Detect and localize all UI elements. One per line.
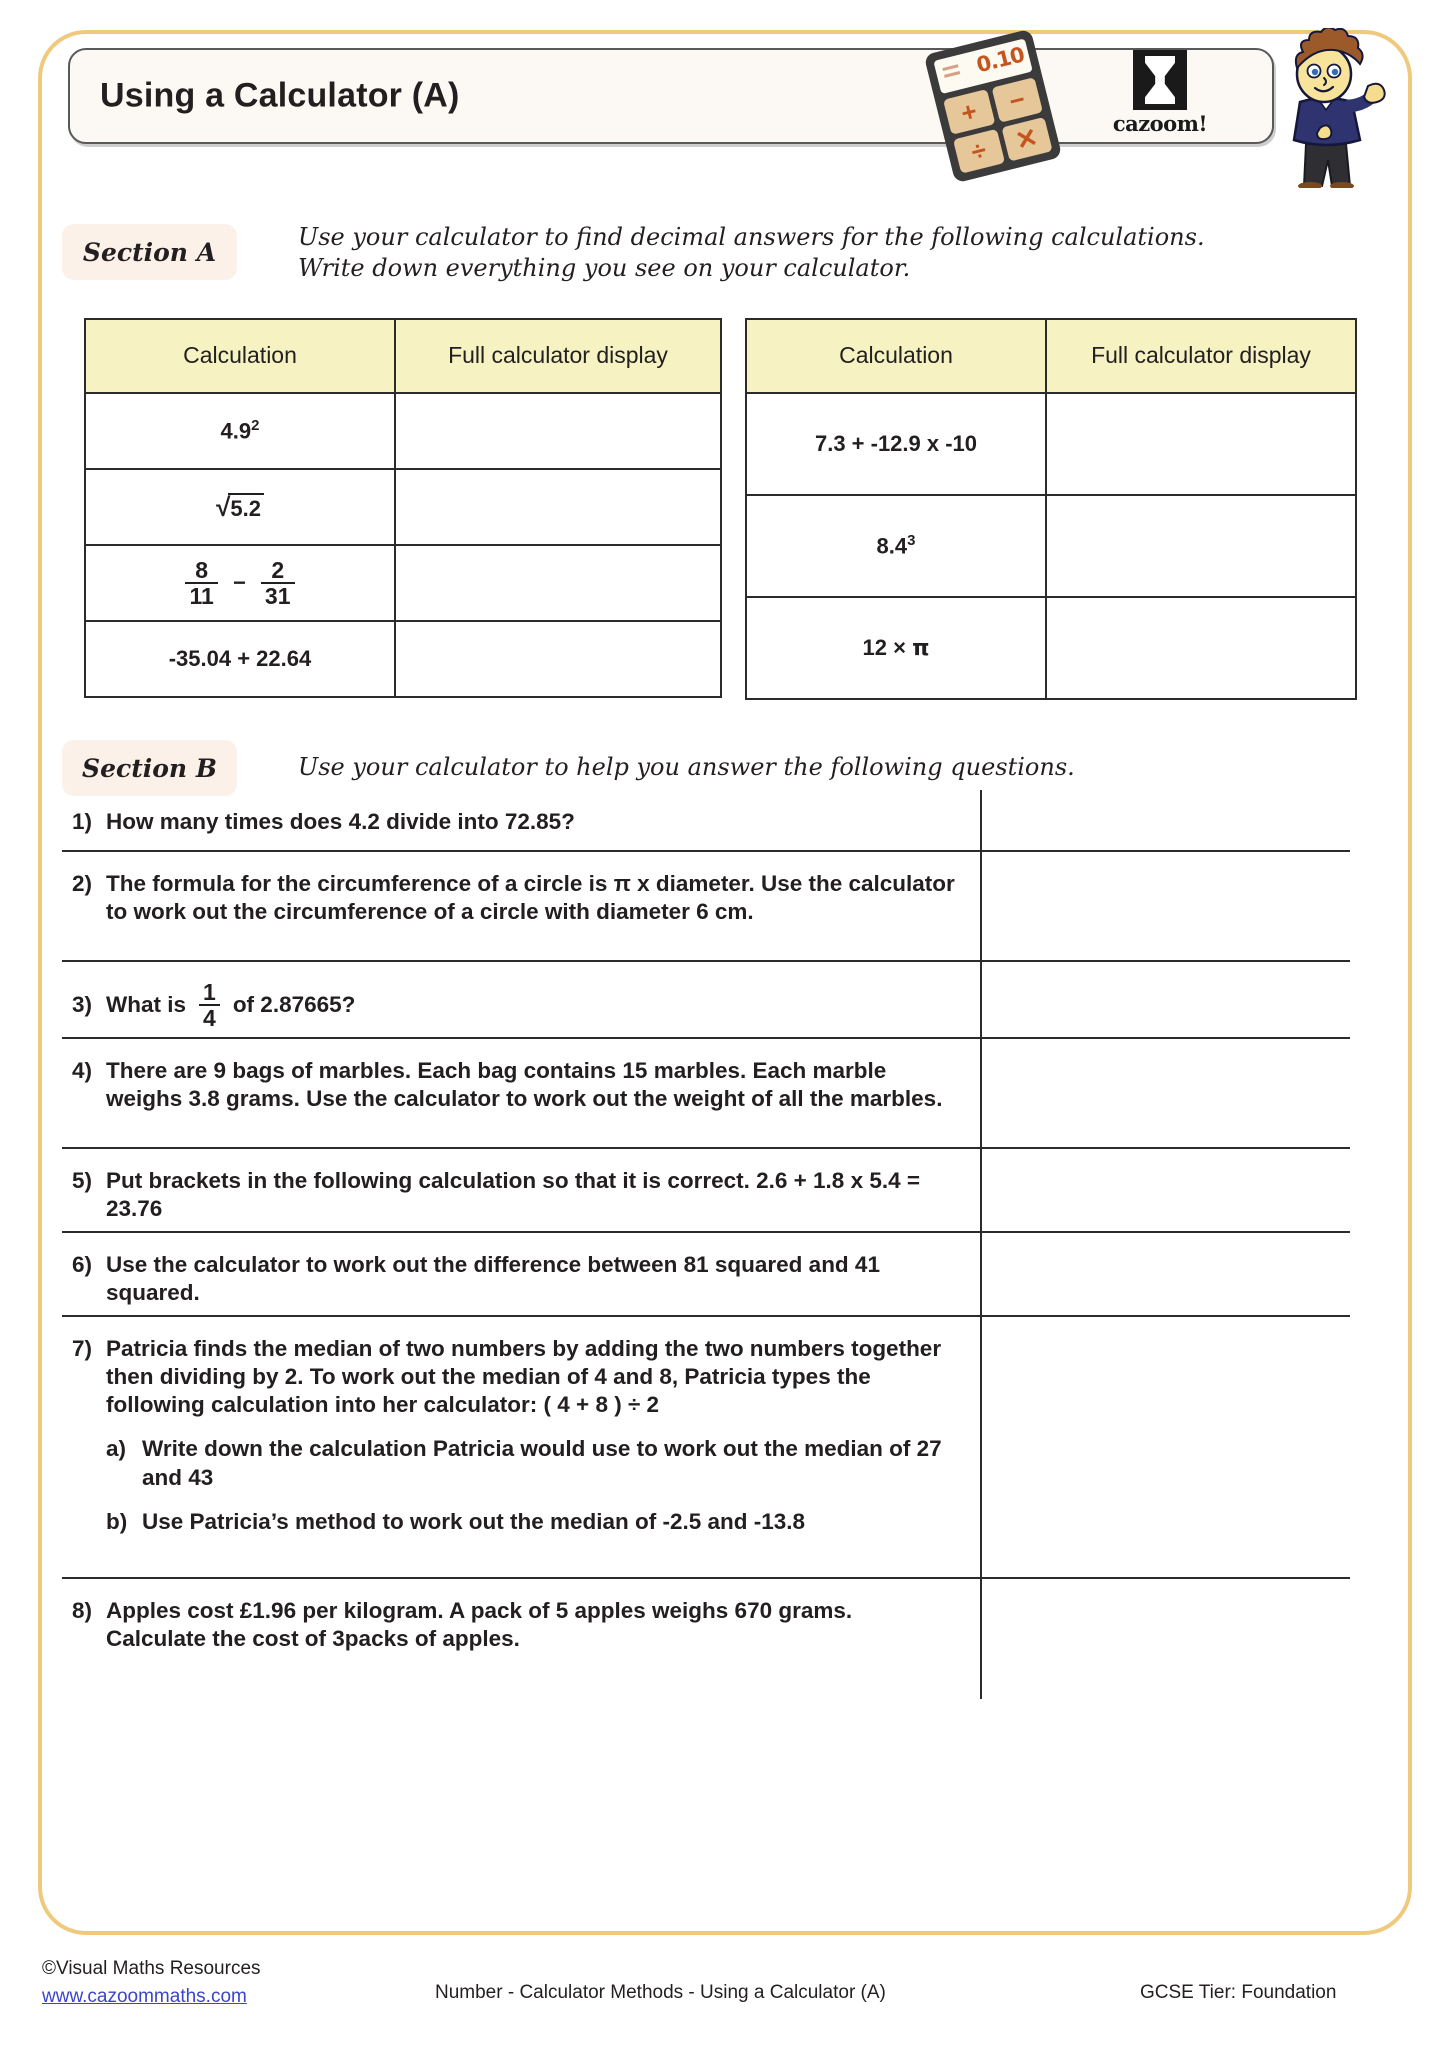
section-b-instruction: Use your calculator to help you answer the following questions. [298, 753, 1075, 781]
column-header-display: Full calculator display [395, 319, 721, 393]
calculation-cell: -35.04 + 22.64 [85, 621, 395, 697]
answer-cell[interactable] [395, 621, 721, 697]
subpart-body: Use Patricia’s method to work out the median of -2.5 and -13.8 [142, 1508, 806, 1534]
question-row [62, 1149, 1350, 1233]
question-subpart-b [72, 1508, 958, 1536]
section-b-question-list [62, 790, 1350, 1699]
question-body: Apples cost £1.96 per kilogram. A pack of 5 apples weighs 670 grams. Calculate the cost of 3packs of apples. [106, 1598, 853, 1652]
calculation-cell: 12 × π [746, 597, 1046, 699]
answer-area[interactable] [982, 1039, 1350, 1147]
question-body: Put brackets in the following calculation so that it is correct. 2.6 + 1.8 x 5.4 = 23.76 [106, 1168, 920, 1222]
cazoom-logo [1112, 50, 1208, 142]
calculator-multiply-icon: ✕ [1001, 116, 1053, 161]
question-body: The formula for the circumference of a circle is π x diameter. Use the calculator to work out the circumference of a circle with diameter 6 cm. [106, 871, 955, 925]
answer-area[interactable] [982, 962, 1350, 1037]
answer-area[interactable] [982, 790, 1350, 850]
question-number: 6) [72, 1252, 93, 1277]
question-row [62, 962, 1350, 1039]
question-number: 2) [72, 871, 93, 896]
calculator-minus-icon: − [991, 77, 1043, 122]
question-text-cell [62, 790, 982, 850]
question-row [62, 1317, 1350, 1579]
column-header-calculation: Calculation [85, 319, 395, 393]
table-row [85, 469, 721, 545]
answer-cell[interactable] [1046, 495, 1356, 597]
footer-tier: GCSE Tier: Foundation [1140, 1982, 1337, 2003]
footer-topic: Number - Calculator Methods - Using a Calculator (A) [435, 1982, 886, 2003]
answer-cell[interactable] [395, 469, 721, 545]
calculator-plus-icon: + [943, 89, 995, 134]
footer-left [42, 1955, 261, 2010]
question-subpart-a [72, 1435, 958, 1491]
section-a-label: Section A [62, 224, 237, 280]
question-body: Patricia finds the median of two numbers by adding the two numbers together then dividing by 2. To work out the median of 4 and 8, Patricia types the following calculation into her calculator: ( 4 + 8 ) ÷ 2 [106, 1336, 942, 1418]
mascot-illustration [1262, 28, 1390, 188]
section-b-label: Section B [62, 740, 237, 796]
fraction-one-quarter: $\frac{1}{4}$ [199, 980, 220, 1030]
answer-area[interactable] [982, 1579, 1350, 1699]
answer-cell[interactable] [1046, 597, 1356, 699]
section-a-table-right [745, 318, 1357, 700]
answer-area[interactable] [982, 1233, 1350, 1315]
table-row [85, 621, 721, 697]
question-text-cell [62, 1149, 982, 1231]
answer-cell[interactable] [1046, 393, 1356, 495]
cazoom-hourglass-icon [1133, 50, 1187, 110]
question-number: 7) [72, 1336, 93, 1361]
calculation-cell: 7.3 + -12.9 x -10 [746, 393, 1046, 495]
question-body-after: of 2.87665? [232, 992, 356, 1018]
calculator-divide-icon: ÷ [953, 128, 1005, 173]
copyright-text: ©Visual Maths Resources [42, 1958, 261, 1979]
calculation-cell: $8.4^3$ [746, 495, 1046, 597]
question-body-before: What is [106, 992, 187, 1018]
question-text-cell [62, 1039, 982, 1147]
table-row [746, 495, 1356, 597]
page-title: Using a Calculator (A) [100, 76, 460, 115]
answer-cell[interactable] [395, 545, 721, 621]
question-number: 8) [72, 1598, 93, 1623]
column-header-calculation: Calculation [746, 319, 1046, 393]
table-row [85, 393, 721, 469]
question-body: There are 9 bags of marbles. Each bag contains 15 marbles. Each marble weighs 3.8 grams. Use the calculator to work out the weight of all the marbles. [106, 1058, 943, 1112]
question-row [62, 1233, 1350, 1317]
question-body: How many times does 4.2 divide into 72.85? [106, 809, 575, 834]
question-number: 4) [72, 1058, 93, 1083]
column-header-display: Full calculator display [1046, 319, 1356, 393]
question-row [62, 790, 1350, 852]
calculator-keypad [943, 77, 1053, 173]
page-footer [0, 1955, 1448, 2035]
calculation-cell: √5.2 [85, 469, 395, 545]
answer-area[interactable] [982, 1149, 1350, 1231]
question-text-cell [62, 1233, 982, 1315]
table-header-row [85, 319, 721, 393]
question-text-cell [62, 1317, 982, 1577]
subpart-number: a) [106, 1436, 127, 1462]
worksheet-title-bar [68, 48, 1274, 144]
question-number: 5) [72, 1168, 93, 1193]
section-a-table-left [84, 318, 722, 698]
table-row [746, 393, 1356, 495]
question-text-cell [62, 1579, 982, 1699]
question-text-cell [62, 852, 982, 960]
table-header-row [746, 319, 1356, 393]
answer-area[interactable] [982, 1317, 1350, 1577]
calculator-equals-icon [942, 64, 958, 71]
calculator-display-value: 0.10 [974, 42, 1027, 78]
table-row [85, 545, 721, 621]
subpart-number: b) [106, 1508, 128, 1534]
answer-cell[interactable] [395, 393, 721, 469]
question-row [62, 852, 1350, 962]
cazoom-wordmark: cazoom! [1112, 111, 1208, 136]
calculation-cell: $4.9^2$ [85, 393, 395, 469]
question-row [62, 1039, 1350, 1149]
question-text-cell [62, 962, 982, 1037]
calculation-cell: $\frac{8}{11}$ − $\frac{2}{31}$ [85, 545, 395, 621]
section-a-instruction-line2: Write down everything you see on your calculator. [298, 253, 911, 282]
question-body: Use the calculator to work out the difference between 81 squared and 41 squared. [106, 1252, 880, 1306]
question-number: 3) [72, 992, 93, 1018]
subpart-body: Write down the calculation Patricia would use to work out the median of 27 and 43 [142, 1436, 942, 1490]
question-number: 1) [72, 809, 93, 834]
section-a-instruction [298, 222, 1298, 283]
table-row [746, 597, 1356, 699]
answer-area[interactable] [982, 852, 1350, 960]
section-a-instruction-line1: Use your calculator to find decimal answers for the following calculations. [298, 223, 1205, 251]
question-row [62, 1579, 1350, 1699]
website-link[interactable]: www.cazoommaths.com [42, 1985, 247, 2007]
